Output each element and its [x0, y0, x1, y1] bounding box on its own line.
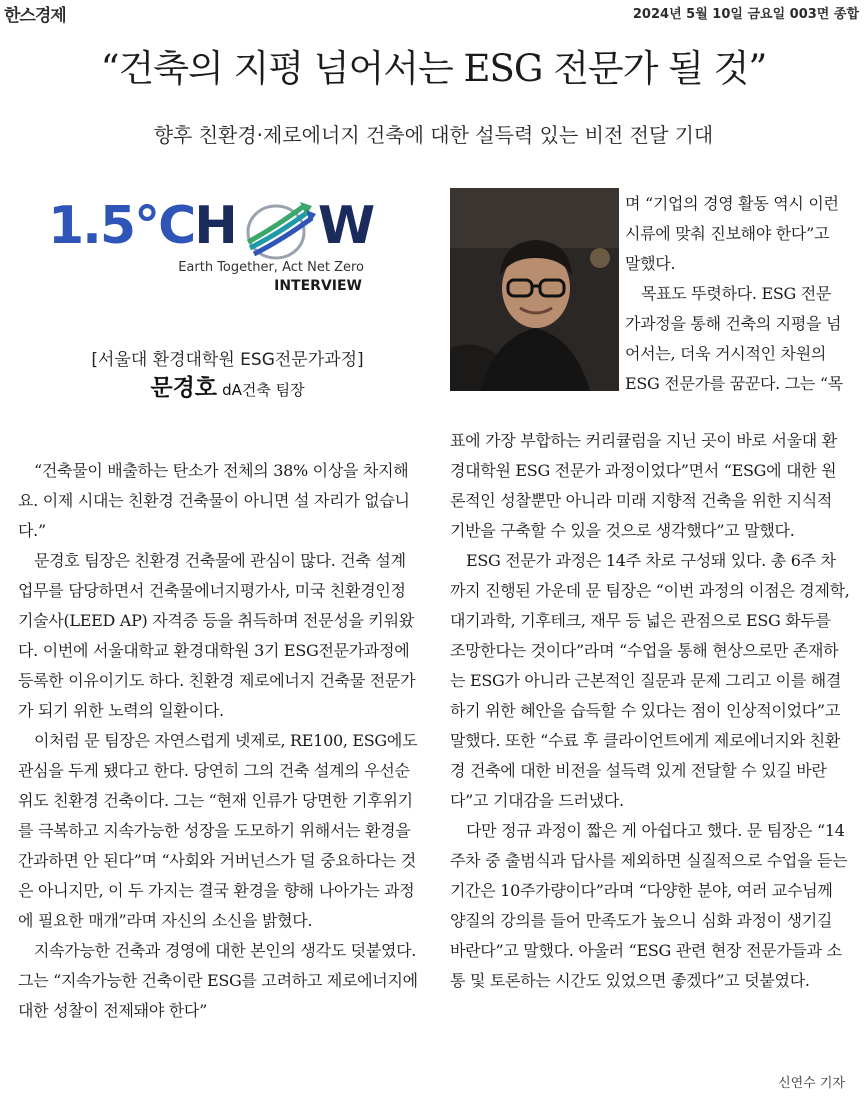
logo-letter-h: H [194, 196, 236, 256]
article-subhead: 향후 친환경·제로에너지 건축에 대한 설득력 있는 비전 전달 기대 [153, 123, 714, 147]
masthead [0, 0, 867, 26]
portrait-photo [450, 188, 619, 391]
wrap-paragraph: 며 “기업의 경영 활동 역시 이런 시류에 맞춰 진보해야 한다”고 말했다. [625, 194, 839, 273]
newspaper-brand: 한스경제 [4, 6, 66, 26]
logo-interview-label: INTERVIEW [274, 278, 362, 294]
article-right-column [450, 426, 850, 996]
body-paragraph: “건축물이 배출하는 탄소가 전체의 38% 이상을 차지해요. 이제 시대는 친환경 건축물이 아니면 설 자리가 없습니다.” [18, 461, 410, 540]
body-paragraph: 표에 가장 부합하는 커리큘럼을 지닌 곳이 바로 서울대 환경대학원 ESG 전문가 과정이었다”면서 “ESG에 대한 원론적인 성찰뿐만 아니라 미래 지향적 건축을 위한 지식적 기반을 구축할 수 있을 것으로 생각했다”고 말했다. [450, 431, 837, 540]
interviewee-byline [30, 369, 425, 402]
article-wrap-column [625, 189, 845, 399]
body-paragraph: 다만 정규 과정이 짧은 게 아쉽다고 했다. 문 팀장은 “14주차 중 출범식과 답사를 제외하면 실질적으로 수업을 듣는 기간은 10주가량이다”라며 “다양한 분야, 여러 교수님께 양질의 강의를 들어 만족도가 높으니 심화 과정이 생기길 바란다”고 말했다. 아울러 “ESG 관련 현장 전문가들과 소통 및 토론하는 시간도 있었으면 좋겠다”고 덧붙였다. [450, 821, 848, 990]
interviewee-role: dA건축 팀장 [222, 381, 305, 399]
wrap-paragraph: 목표도 뚜렷하다. ESG 전문가과정을 통해 건축의 지평을 넘어서는, 더욱 거시적인 차원의 ESG 전문가를 꿈꾼다. 그는 “목 [625, 284, 843, 393]
logo-wordmark [48, 196, 373, 256]
article-headline: “건축의 지평 넘어서는 ESG 전문가 될 것” [100, 47, 767, 90]
interviewee-affiliation: [서울대 환경대학원 ESG전문가과정] [91, 350, 364, 370]
reporter-credit: 신연수 기자 [778, 1076, 845, 1091]
logo-temperature: 1.5°C [48, 196, 195, 256]
article-left-column [18, 456, 418, 1026]
logo-letter-w: W [317, 196, 374, 256]
globe-arrows-icon [238, 198, 318, 262]
interview-series-logo [48, 196, 388, 306]
dateline: 2024년 5월 10일 금요일 003면 종합 [632, 7, 859, 22]
body-paragraph: 문경호 팀장은 친환경 건축물에 관심이 많다. 건축 설계 업무를 담당하면서 건축물에너지평가사, 미국 친환경인정기술사(LEED AP) 자격증 등을 취득하며 전문성을 키워왔다. 이번에 서울대학교 환경대학원 3기 ESG전문가과정에 등록한 이유이기도 하다. 친환경 제로에너지 건축물 전문가가 되기 위한 노력의 일환이다. [18, 551, 416, 720]
body-paragraph: 지속가능한 건축과 경영에 대한 본인의 생각도 덧붙였다. 그는 “지속가능한 건축이란 ESG를 고려하고 제로에너지에 대한 성찰이 전제돼야 한다” [18, 941, 418, 1020]
body-paragraph: 이처럼 문 팀장은 자연스럽게 넷제로, RE100, ESG에도 관심을 두게 됐다고 한다. 당연히 그의 건축 설계의 우선순위도 친환경 건축이다. 그는 “현재 인류가 당면한 기후위기를 극복하고 지속가능한 성장을 도모하기 위해서는 환경을 간과하면 안 된다”며 “사회와 거버넌스가 덜 중요하다는 것은 아니지만, 이 두 가지는 결국 환경을 향해 나아가는 과정에 필요한 매개”라며 자신의 소신을 밝혔다. [18, 731, 418, 930]
logo-tagline: Earth Together, Act Net Zero [178, 260, 364, 275]
interviewee-name: 문경호 [150, 375, 218, 401]
body-paragraph: ESG 전문가 과정은 14주 차로 구성돼 있다. 총 6주 차까지 진행된 가운데 문 팀장은 “이번 과정의 이점은 경제학, 대기과학, 기후테크, 재무 등 넓은 관점으로 ESG 화두를 조망한다는 것이다”라며 “수업을 통해 현상으로만 존재하는 ESG가 아니라 근본적인 질문과 문제 그리고 이를 해결하기 위한 혜안을 습득할 수 있다는 점이 인상적이었다”고 말했다. 또한 “수료 후 클라이언트에게 제로에너지와 친환경 건축에 대한 비전을 설득력 있게 전달할 수 있길 바란다”고 기대감을 드러냈다. [450, 551, 850, 810]
